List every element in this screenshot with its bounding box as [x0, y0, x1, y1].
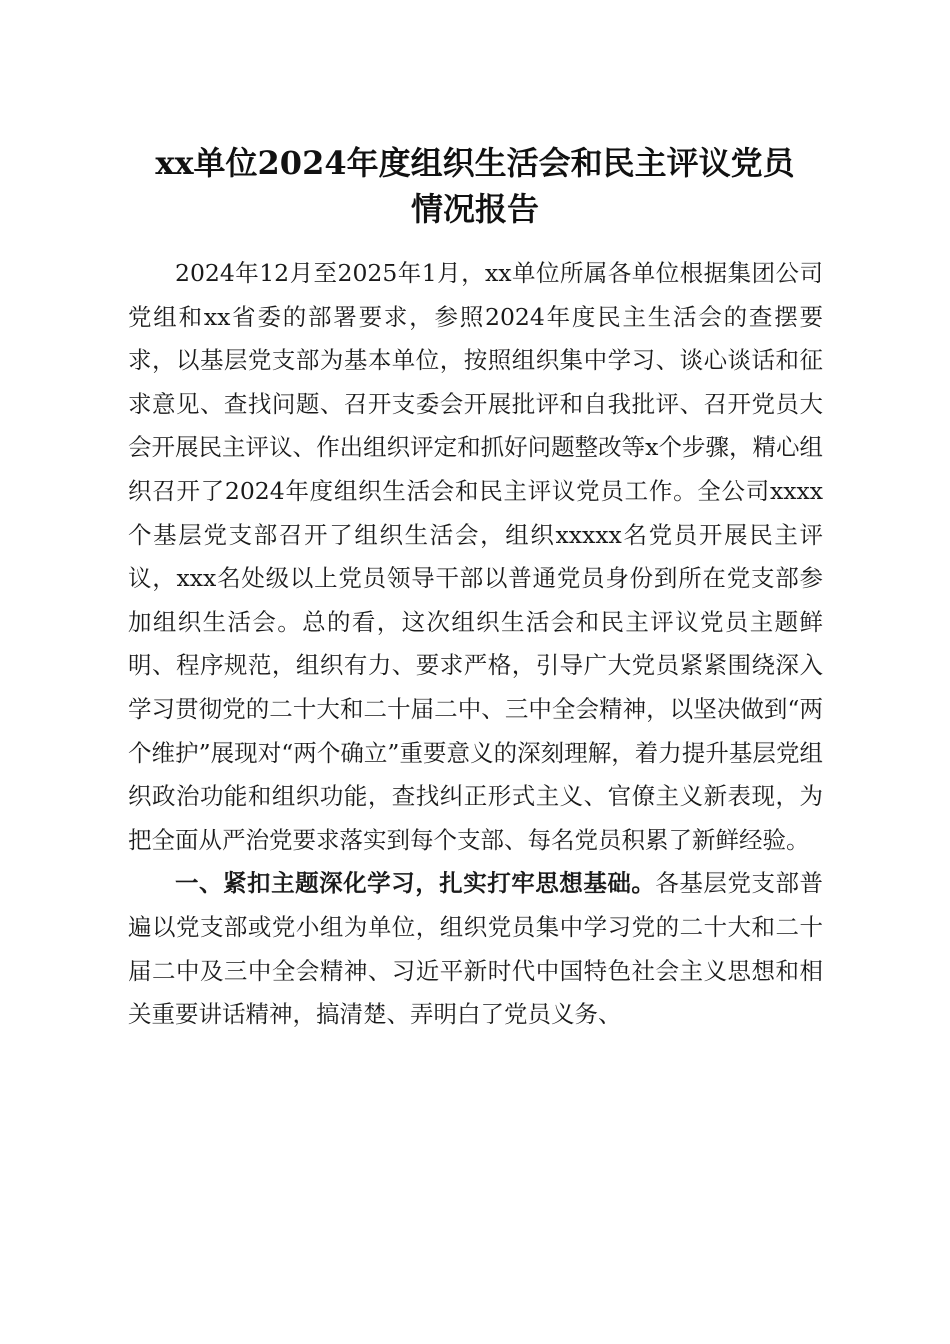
- section-1-text: 各基层党支部普遍以党支部或党小组为单位，组织党员集中学习党的二十大和二十届二中及三中全会精神、习近平新时代中国特色社会主义思想和相关重要讲话精神，搞清楚、弄明白了党员义务、: [128, 869, 824, 1029]
- document-title: [110, 140, 840, 232]
- section-1-paragraph: [128, 862, 823, 1036]
- title-line-2: 情况报告: [410, 190, 539, 228]
- document-body: [128, 252, 823, 1037]
- section-1-heading: 一、紧扣主题深化学习，扎实打牢思想基础。: [175, 869, 656, 898]
- title-line-1: xx单位2024年度组织生活会和民主评议党员: [155, 144, 795, 182]
- intro-paragraph: 2024年12月至2025年1月，xx单位所属各单位根据集团公司党组和xx省委的部署要求，参照2024年度民主生活会的查摆要求，以基层党支部为基本单位，按照组织集中学习、谈心谈话和征求意见、查找问题、召开支委会开展批评和自我批评、召开党员大会开展民主评议、作出组织评定和抓好问题整改等x个步骤，精心组织召开了2024年度组织生活会和民主评议党员工作。全公司xxxx个基层党支部召开了组织生活会，组织xxxxx名党员开展民主评议，xxx名处级以上党员领导干部以普通党员身份到所在党支部参加组织生活会。总的看，这次组织生活会和民主评议党员主题鲜明、程序规范，组织有力、要求严格，引导广大党员紧紧围绕深入学习贯彻党的二十大和二十届二中、三中全会精神，以坚决做到“两个维护”展现对“两个确立”重要意义的深刻理解，着力提升基层党组织政治功能和组织功能，查找纠正形式主义、官僚主义新表现，为把全面从严治党要求落实到每个支部、每名党员积累了新鲜经验。: [128, 259, 823, 854]
